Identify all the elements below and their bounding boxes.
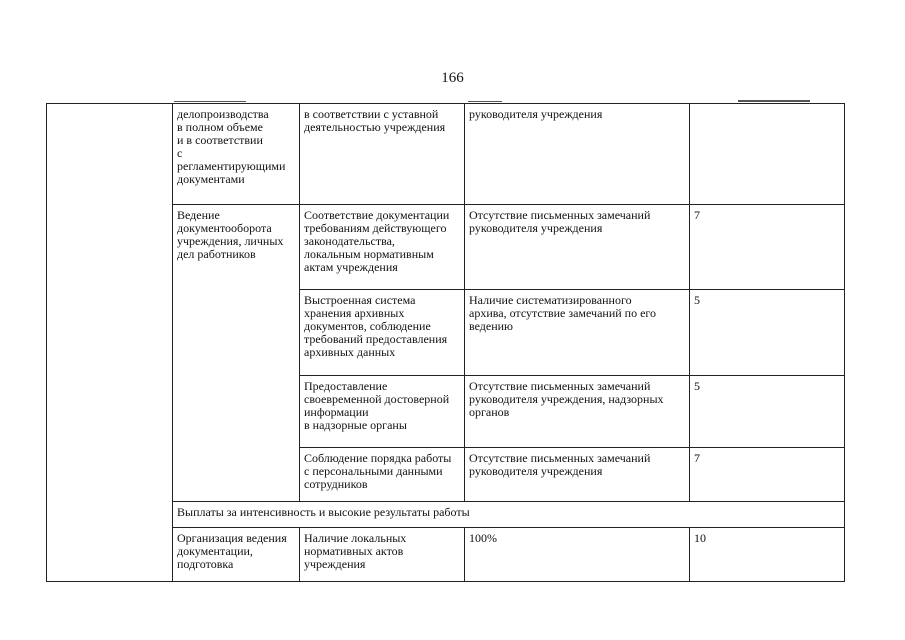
indicator-cell: Соответствие документации требованиям действующего законодательства, локальным нормативным актам учреждения (300, 205, 465, 290)
indicator-cell: Предоставление своевременной достоверной информации в надзорные органы (300, 376, 465, 448)
position-column-cell (47, 104, 173, 582)
page-number: 166 (441, 70, 464, 86)
points-cell: 7 (690, 448, 845, 502)
points-cell: 10 (690, 528, 845, 582)
points-cell (690, 104, 845, 205)
scan-artifact-right (738, 100, 810, 102)
evaluation-cell: Наличие систематизированного архива, отсутствие замечаний по его ведению (465, 290, 690, 376)
table-row (47, 104, 845, 205)
section-header: Выплаты за интенсивность и высокие результаты работы (173, 502, 845, 528)
indicator-cell: Соблюдение порядка работы с персональными данными сотрудников (300, 448, 465, 502)
scan-artifact-left (174, 101, 246, 102)
evaluation-cell: Отсутствие письменных замечаний руководителя учреждения, надзорных органов (465, 376, 690, 448)
indicator-cell: в соответствии с уставной деятельностью учреждения (300, 104, 465, 205)
evaluation-cell: руководителя учреждения (465, 104, 690, 205)
points-cell: 5 (690, 290, 845, 376)
points-cell: 5 (690, 376, 845, 448)
evaluation-cell: Отсутствие письменных замечаний руководителя учреждения (465, 205, 690, 290)
evaluation-cell: 100% (465, 528, 690, 582)
criterion-cell: Организация ведения документации, подготовка (173, 528, 300, 582)
criterion-cell: делопроизводства в полном объеме и в соответствии с регламентирующими документами (173, 104, 300, 205)
scan-artifact-middle (468, 101, 502, 102)
evaluation-cell: Отсутствие письменных замечаний руководителя учреждения (465, 448, 690, 502)
points-cell: 7 (690, 205, 845, 290)
criteria-table (46, 103, 845, 582)
criterion-cell: Ведение документооборота учреждения, личных дел работников (173, 205, 300, 502)
indicator-cell: Наличие локальных нормативных актов учреждения (300, 528, 465, 582)
indicator-cell: Выстроенная система хранения архивных документов, соблюдение требований предоставления архивных данных (300, 290, 465, 376)
